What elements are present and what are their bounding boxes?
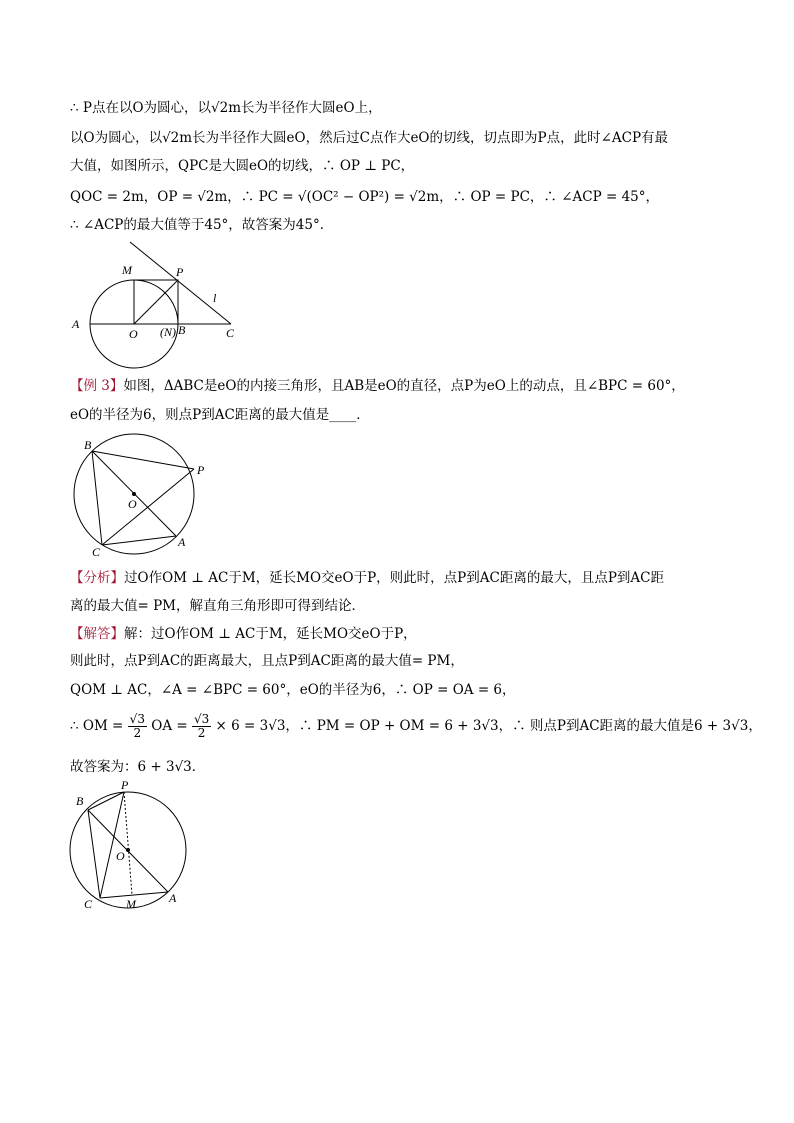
figure-2-center-dot bbox=[132, 492, 136, 496]
fraction-1-denominator: 2 bbox=[133, 726, 142, 740]
example-3-line-1 bbox=[70, 376, 685, 396]
solution-text-4c: × 6 = 3√3，∴ PM = OP + OM = 6 + 3√3，∴ 则点P到AC距离的最大值是6 + 3√3， bbox=[215, 718, 762, 734]
figure-3-label-O: O bbox=[116, 849, 125, 863]
fraction-2 bbox=[192, 713, 211, 740]
figure-2-label-P: P bbox=[197, 463, 205, 477]
figure-1-label-C: C bbox=[226, 326, 235, 340]
solution-line-5: 故答案为：6 + 3√3． bbox=[70, 759, 206, 775]
analysis-line-1 bbox=[70, 568, 664, 588]
figure-1-tangent-l bbox=[130, 242, 231, 324]
figure-1-label-l: l bbox=[213, 291, 217, 305]
fraction-2-numerator: √3 bbox=[193, 712, 210, 726]
figure-2-label-B: B bbox=[84, 438, 92, 452]
solution-text-4b: OA = bbox=[151, 718, 188, 734]
figure-2-seg-CA bbox=[102, 536, 176, 545]
solution-line-3: QOM ⊥ AC，∠A = ∠BPC = 60°，eO的半径为6，∴ OP = OA = 6， bbox=[70, 682, 516, 698]
figure-1-label-N: (N) bbox=[160, 325, 176, 339]
solution-line-4 bbox=[70, 712, 762, 740]
text-line-4: QOC = 2m，OP = √2m，∴ PC = √(OC² − OP²) = √2m，∴ OP = PC，∴ ∠ACP = 45°， bbox=[70, 189, 660, 205]
analysis-line-2: 离的最大值= PM，解直角三角形即可得到结论． bbox=[70, 598, 366, 614]
figure-3-diagram bbox=[62, 778, 202, 913]
text-line-2: 以O为圆心，以√2m长为半径作大圆eO，然后过C点作大eO的切线，切点即为P点，此时∠ACP有最 bbox=[70, 130, 669, 146]
solution-line-1 bbox=[70, 624, 417, 644]
figure-3-seg-PM-dotted bbox=[124, 792, 132, 895]
text-line-5: ∴ ∠ACP的最大值等于45°，故答案为45°． bbox=[70, 217, 334, 233]
figure-3-center-dot bbox=[126, 848, 130, 852]
figure-2-label-C: C bbox=[92, 545, 101, 559]
fraction-2-denominator: 2 bbox=[197, 726, 206, 740]
example-3-line-2: eO的半径为6，则点P到AC距离的最大值是____． bbox=[70, 407, 370, 423]
fraction-1-numerator: √3 bbox=[129, 712, 145, 726]
solution-line-2: 则此时，点P到AC的距离最大，且点P到AC距离的最大值= PM， bbox=[70, 653, 464, 669]
figure-3-label-A: A bbox=[169, 891, 177, 905]
figure-3-seg-CP bbox=[100, 792, 124, 898]
figure-2-label-A: A bbox=[178, 535, 186, 549]
analysis-text-1: 过O作OM ⊥ AC于M，延长MO交eO于P，则此时，点P到AC距离的最大，且点P到AC距 bbox=[124, 570, 664, 586]
figure-1-label-A: A bbox=[72, 317, 80, 331]
example-3-text-1: 如图，ΔABC是eO的内接三角形，且AB是eO的直径，点P为eO上的动点，且∠BPC = 60°， bbox=[123, 378, 685, 394]
figure-3-label-M: M bbox=[126, 897, 136, 911]
figure-3-seg-BP bbox=[88, 792, 124, 810]
text-line-3: 大值，如图所示，QPC是大圆eO的切线，∴ OP ⊥ PC， bbox=[70, 158, 415, 174]
figure-3-label-C: C bbox=[84, 897, 93, 911]
figure-1-label-P: P bbox=[176, 265, 184, 279]
figure-2-label-O: O bbox=[128, 497, 137, 511]
text-line-1: ∴ P点在以O为圆心，以√2m长为半径作大圆eO上， bbox=[70, 100, 382, 116]
solution-text-1: 解：过O作OM ⊥ AC于M，延长MO交eO于P， bbox=[124, 626, 417, 642]
analysis-tag: 【分析】 bbox=[70, 570, 124, 586]
figure-2-seg-BC bbox=[92, 451, 102, 545]
figure-1-op bbox=[134, 280, 178, 324]
example-3-tag: 【例 3】 bbox=[70, 378, 124, 394]
figure-1-label-O: O bbox=[129, 327, 138, 341]
figure-1-label-B: B bbox=[178, 323, 186, 337]
fraction-1 bbox=[128, 713, 147, 740]
figure-3-label-P: P bbox=[121, 778, 129, 792]
figure-3-label-B: B bbox=[76, 794, 84, 808]
figure-1-diagram bbox=[66, 240, 256, 370]
solution-tag: 【解答】 bbox=[70, 626, 124, 642]
figure-3-seg-BC bbox=[88, 810, 100, 898]
solution-text-4a: ∴ OM = bbox=[70, 718, 124, 734]
figure-2-diagram bbox=[64, 432, 214, 562]
figure-1-label-M: M bbox=[122, 263, 132, 277]
figure-2-seg-CP bbox=[102, 469, 194, 545]
